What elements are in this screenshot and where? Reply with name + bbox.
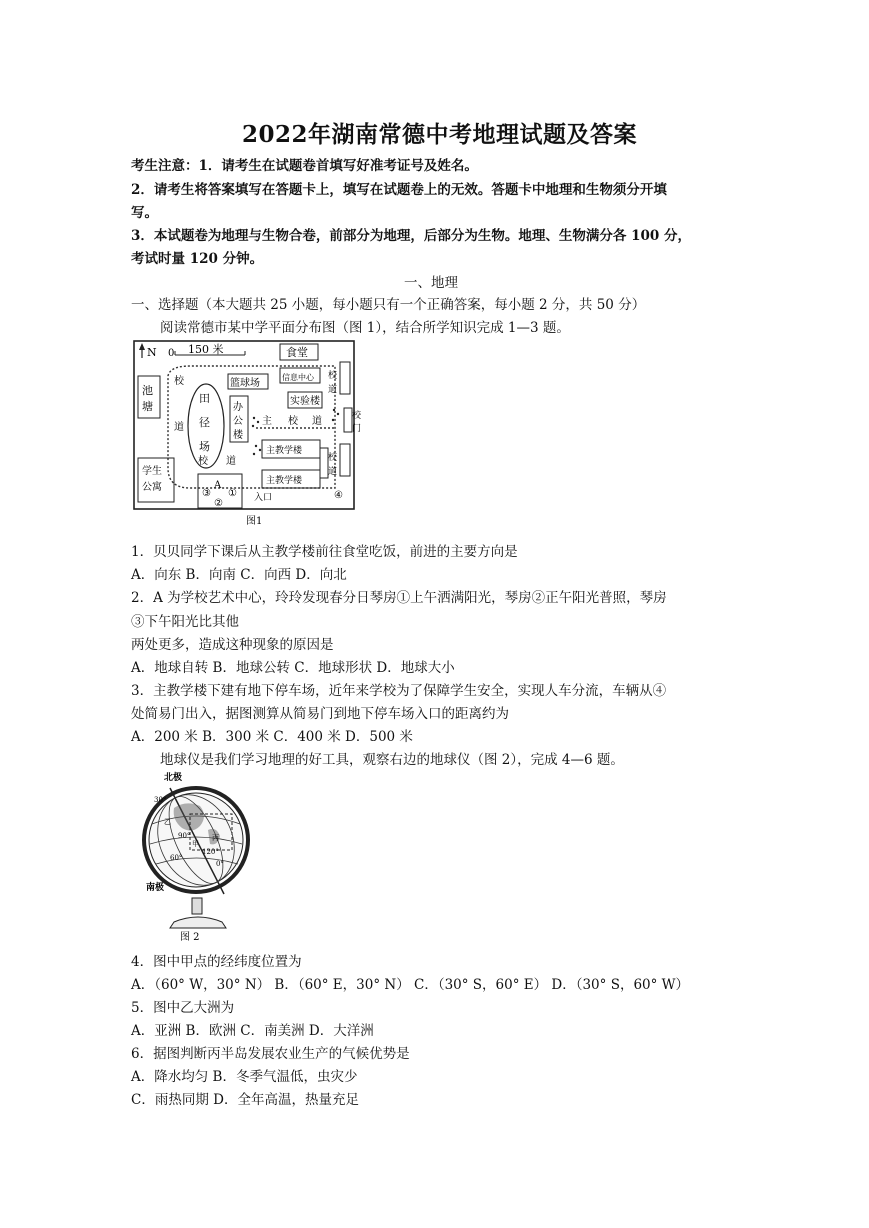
section-title: 一、地理 <box>404 275 458 291</box>
q1-stem: 1．贝贝同学下课后从主教学楼前往食堂吃饭，前进的主要方向是 <box>131 544 518 560</box>
q4-options: A．（60° W，30° N） B．（60° E，30° N） C．（30° S，60° E） D．（30° S，60° W） <box>131 977 690 993</box>
intro-2: 地球仪是我们学习地理的好工具，观察右边的地球仪（图 2），完成 4—6 题。 <box>160 752 624 768</box>
page-title: 2022年湖南常德中考地理试题及答案 <box>242 121 638 148</box>
gate-4-marker: ④ <box>334 490 343 501</box>
north-pole-label: 北极 <box>164 773 183 783</box>
room-2-marker: ② <box>214 498 223 509</box>
room-3-marker: ③ <box>202 488 211 499</box>
road-right2-label-2: 道 <box>328 467 338 477</box>
road-right-label-2: 道 <box>328 385 338 395</box>
main-road-label-3: 道 <box>312 416 322 427</box>
road-bottom-label-1: 校 <box>198 456 208 467</box>
school-map-figure <box>130 338 362 530</box>
q1-options: A．向东 B．向南 C．向西 D．向北 <box>131 567 347 583</box>
note-3b: 考试时量 120 分钟。 <box>131 251 264 267</box>
teaching-building-1-label: 主教学楼 <box>266 446 303 456</box>
main-road-label-1: 主 <box>262 416 272 427</box>
info-center-label: 信息中心 <box>282 373 314 382</box>
note-1: 考生注意：1．请考生在试题卷首填写好准考证号及姓名。 <box>131 158 478 174</box>
road-bottom-label-2: 道 <box>226 456 236 467</box>
note-3a: 3．本试题卷为地理与生物合卷，前部分为地理，后部分为生物。地理、生物满分各 100 分， <box>131 228 691 244</box>
q2-stem-b: ③下午阳光比其他 <box>131 614 239 630</box>
fig1-caption: 图1 <box>246 516 263 527</box>
road-left-label-2: 道 <box>174 422 184 433</box>
q3-stem-a: 3．主教学楼下建有地下停车场，近年来学校为了保障学生安全，实现人车分流，车辆从④ <box>131 683 667 699</box>
scale-label: 150 米 <box>188 343 224 356</box>
south-pole-label: 南极 <box>146 883 165 893</box>
globe-label-120: 120° <box>202 848 219 856</box>
q4-stem: 4．图中甲点的经纬度位置为 <box>131 954 302 970</box>
road-left-label-1: 校 <box>174 376 184 387</box>
road-right-label-1: 校 <box>328 371 338 381</box>
q5-stem: 5．图中乙大洲为 <box>131 1000 235 1016</box>
part1-heading: 一、选择题（本大题共 25 小题，每小题只有一个正确答案，每小题 2 分，共 50 分） <box>131 297 646 313</box>
dorm-label-2: 公寓 <box>142 482 162 493</box>
building-a-label: A <box>214 480 222 491</box>
globe-label-yi: 乙 <box>164 818 171 826</box>
canteen-label: 食堂 <box>286 346 308 359</box>
globe-label-0: 0° <box>216 860 224 868</box>
globe-label-jia: 甲 <box>192 840 199 848</box>
pond-label-1: 池 <box>142 384 153 397</box>
road-right2-label-1: 校 <box>328 453 338 463</box>
globe-label-30: 30° <box>154 796 167 804</box>
note-2a: 2．请考生将答案填写在答题卡上，填写在试题卷上的无效。答题卡中地理和生物须分开填 <box>131 182 667 198</box>
basketball-label: 篮球场 <box>230 378 260 389</box>
teaching-building-2-label: 主教学楼 <box>266 476 303 486</box>
gate-label-1: 校 <box>352 411 362 421</box>
q6-stem: 6．据图判断丙半岛发展农业生产的气候优势是 <box>131 1046 410 1062</box>
intro-1: 阅读常德市某中学平面分布图（图 1），结合所学知识完成 1—3 题。 <box>160 320 570 336</box>
globe-figure <box>134 764 264 944</box>
q2-options: A．地球自转 B．地球公转 C．地球形状 D．地球大小 <box>131 660 455 676</box>
office-label-2: 公 <box>233 416 243 427</box>
q3-stem-b: 处简易门出入，据图测算从简易门到地下停车场入口的距离约为 <box>131 706 509 722</box>
q3-options: A．200 米 B．300 米 C．400 米 D．500 米 <box>131 729 413 745</box>
track-label-3: 场 <box>199 440 210 453</box>
lab-label: 实验楼 <box>290 396 320 407</box>
entrance-label: 入口 <box>254 493 273 503</box>
q6-options-ab: A．降水均匀 B．冬季气温低，虫灾少 <box>131 1069 358 1085</box>
track-label-2: 径 <box>199 416 210 429</box>
q6-options-cd: C．雨热同期 D．全年高温，热量充足 <box>131 1092 359 1108</box>
track-label-1: 田 <box>199 392 210 405</box>
north-label: N <box>147 346 157 359</box>
fig2-caption: 图 2 <box>180 932 200 943</box>
q2-stem-c: 两处更多，造成这种现象的原因是 <box>131 637 334 653</box>
office-label-1: 办 <box>233 402 243 413</box>
gate-label-2: 门 <box>352 424 362 434</box>
q2-stem-a: 2．A 为学校艺术中心，玲玲发现春分日琴房①上午洒满阳光，琴房②正午阳光普照，琴房 <box>131 590 667 606</box>
dorm-label-1: 学生 <box>142 466 162 477</box>
scale-zero: 0 <box>168 348 175 359</box>
globe-label-bing: 丙 <box>212 834 219 842</box>
q5-options: A．亚洲 B．欧洲 C．南美洲 D．大洋洲 <box>131 1023 374 1039</box>
globe-label-60: 60° <box>170 854 183 862</box>
globe-label-90: 90° <box>178 832 191 840</box>
pond-label-2: 塘 <box>142 400 153 413</box>
note-2b: 写。 <box>131 205 158 221</box>
main-road-label-2: 校 <box>288 416 298 427</box>
office-label-3: 楼 <box>233 430 243 441</box>
room-1-marker: ① <box>228 488 237 499</box>
